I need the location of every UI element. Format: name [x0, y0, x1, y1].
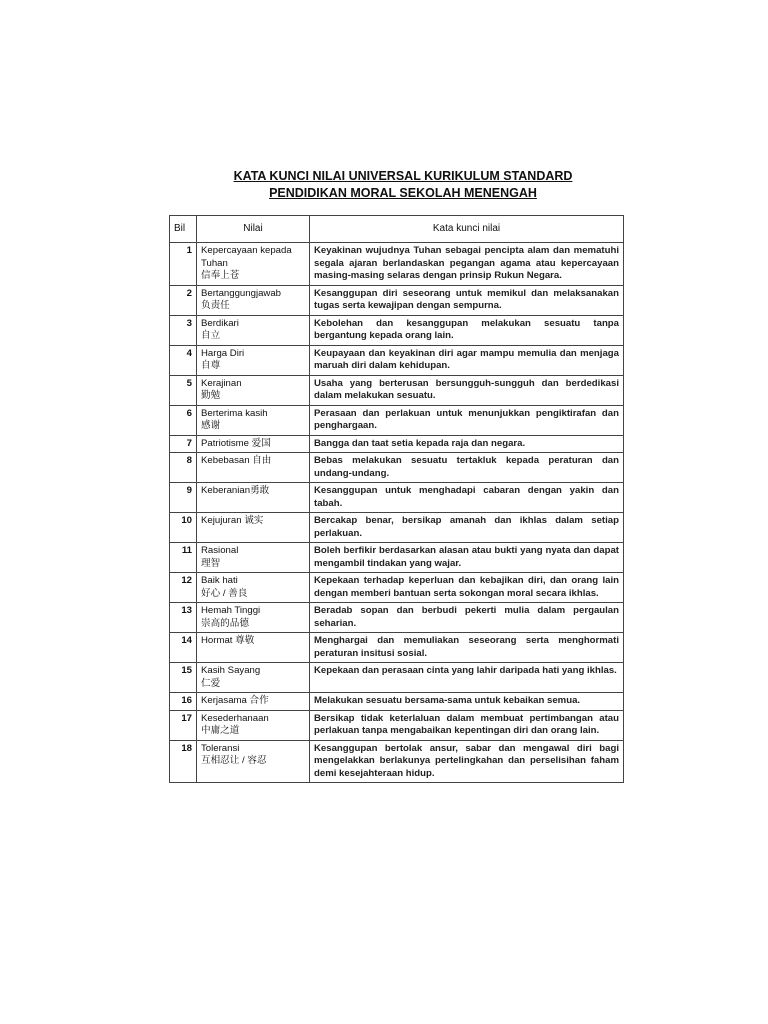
table-row [170, 315, 624, 345]
document-title [170, 168, 636, 202]
value-name-cell [197, 573, 310, 603]
value-name-chinese: 自立 [201, 330, 221, 341]
row-number: 17 [170, 710, 197, 740]
row-number: 16 [170, 693, 197, 711]
value-name-chinese: 崇高的品德 [201, 617, 249, 629]
row-number: 11 [170, 543, 197, 573]
table-row [170, 483, 624, 513]
table-row [170, 633, 624, 663]
value-name: Hormat 尊敬 [201, 635, 255, 646]
row-number: 13 [170, 603, 197, 633]
table-row [170, 693, 624, 711]
value-name-cell [197, 543, 310, 573]
row-number: 6 [170, 405, 197, 435]
table-row [170, 663, 624, 693]
table-body [170, 243, 624, 783]
value-name: Kebebasan 自由 [201, 455, 272, 466]
row-number: 2 [170, 285, 197, 315]
value-name: Kepercayaan kepada Tuhan [201, 245, 292, 269]
table-row [170, 573, 624, 603]
value-name: Bertanggungjawab [201, 287, 282, 299]
row-number: 14 [170, 633, 197, 663]
table-header-row [170, 216, 624, 243]
table-row [170, 243, 624, 286]
row-number: 8 [170, 453, 197, 483]
table-row [170, 345, 624, 375]
row-number: 18 [170, 740, 197, 783]
keyword-description: Kesanggupan diri seseorang untuk memikul dan melaksanakan tugas serta kewajipan dengan sempurna. [310, 285, 624, 315]
keyword-description: Kepekaan dan perasaan cinta yang lahir daripada hati yang ikhlas. [310, 663, 624, 693]
table-row [170, 453, 624, 483]
value-name: Kerjasama 合作 [201, 695, 269, 706]
value-name-cell [197, 285, 310, 315]
row-number: 10 [170, 513, 197, 543]
row-number: 15 [170, 663, 197, 693]
row-number: 9 [170, 483, 197, 513]
row-number: 5 [170, 375, 197, 405]
value-name-cell [197, 603, 310, 633]
value-name-chinese: 自尊 [201, 360, 221, 371]
value-name-chinese: 负责任 [201, 300, 230, 311]
value-name: Hemah Tinggi [201, 605, 261, 616]
value-name-cell [197, 633, 310, 663]
title-line-1: KATA KUNCI NILAI UNIVERSAL KURIKULUM STANDARD [233, 169, 573, 183]
value-name-chinese: 信奉上苍 [201, 270, 240, 281]
value-name: Rasional [201, 545, 239, 556]
value-name: Kerajinan [201, 377, 242, 389]
row-number: 7 [170, 435, 197, 453]
value-name: Baik hati [201, 575, 238, 586]
value-name-cell [197, 405, 310, 435]
value-name-cell [197, 243, 310, 286]
value-name: Kejujuran 诚实 [201, 515, 264, 526]
value-name-cell [197, 663, 310, 693]
keyword-description: Bangga dan taat setia kepada raja dan negara. [310, 435, 624, 453]
value-name-chinese: 感谢 [201, 420, 221, 431]
table-row [170, 375, 624, 405]
value-name-cell [197, 710, 310, 740]
value-name: Kesederhanaan [201, 712, 269, 724]
value-name: Toleransi [201, 742, 240, 754]
value-name-chinese: 好心 / 善良 [201, 587, 248, 599]
table-row [170, 435, 624, 453]
keyword-description: Bebas melakukan sesuatu tertakluk kepada peraturan dan undang-undang. [310, 453, 624, 483]
value-name-cell [197, 693, 310, 711]
keyword-description: Perasaan dan perlakuan untuk menunjukkan pengiktirafan dan penghargaan. [310, 405, 624, 435]
value-name-cell [197, 345, 310, 375]
keyword-description: Melakukan sesuatu bersama-sama untuk kebaikan semua. [310, 693, 624, 711]
row-number: 12 [170, 573, 197, 603]
value-name-cell [197, 483, 310, 513]
keyword-description: Kebolehan dan kesanggupan melakukan sesuatu tanpa bergantung kepada orang lain. [310, 315, 624, 345]
value-name-chinese: 勤勉 [201, 390, 221, 401]
value-name: Berdikari [201, 317, 239, 329]
table-row [170, 710, 624, 740]
value-name-chinese: 中庸之道 [201, 725, 240, 736]
title-line-2: PENDIDIKAN MORAL SEKOLAH MENENGAH [269, 186, 537, 200]
header-kata-kunci: Kata kunci nilai [310, 216, 624, 243]
value-name-cell [197, 740, 310, 783]
row-number: 4 [170, 345, 197, 375]
keyword-description: Kesanggupan untuk menghadapi cabaran dengan yakin dan tabah. [310, 483, 624, 513]
value-name: Harga Diri [201, 347, 245, 359]
value-name: Patriotisme 爱国 [201, 437, 271, 449]
row-number: 3 [170, 315, 197, 345]
keyword-description: Kepekaan terhadap keperluan dan kebajikan diri, dan orang lain dengan memberi bantuan serta sokongan moral secara ikhlas. [310, 573, 624, 603]
keyword-description: Boleh berfikir berdasarkan alasan atau bukti yang nyata dan dapat mengambil tindakan yang wajar. [310, 543, 624, 573]
header-bil: Bil [170, 216, 197, 243]
keyword-description: Bercakap benar, bersikap amanah dan ikhlas dalam setiap perlakuan. [310, 513, 624, 543]
value-name-cell [197, 315, 310, 345]
table-row [170, 513, 624, 543]
value-name-cell [197, 435, 310, 453]
keyword-description: Kesanggupan bertolak ansur, sabar dan mengawal diri bagi mengelakkan berlakunya pertelingkahan dan perselisihan faham demi kesejahteraan hidup. [310, 740, 624, 783]
keyword-description: Beradab sopan dan berbudi pekerti mulia dalam pergaulan seharian. [310, 603, 624, 633]
header-nilai: Nilai [197, 216, 310, 243]
table-row [170, 405, 624, 435]
value-name-chinese: 仁爱 [201, 677, 221, 689]
row-number: 1 [170, 243, 197, 286]
table-row [170, 603, 624, 633]
value-name: Keberanian勇敢 [201, 485, 270, 496]
value-name-cell [197, 513, 310, 543]
keyword-description: Menghargai dan memuliakan seseorang serta menghormati peraturan insitusi sosial. [310, 633, 624, 663]
table-row [170, 543, 624, 573]
keyword-description: Keupayaan dan keyakinan diri agar mampu memulia dan menjaga maruah diri dalam kehidupan. [310, 345, 624, 375]
keyword-description: Bersikap tidak keterlaluan dalam membuat pertimbangan atau perlakuan tanpa mengabaikan kepentingan diri dan orang lain. [310, 710, 624, 740]
table-row [170, 285, 624, 315]
table-row [170, 740, 624, 783]
values-table [169, 215, 624, 783]
value-name: Berterima kasih [201, 407, 268, 419]
keyword-description: Usaha yang berterusan bersungguh-sungguh dan berdedikasi dalam melakukan sesuatu. [310, 375, 624, 405]
keyword-description: Keyakinan wujudnya Tuhan sebagai pencipta alam dan mematuhi segala ajaran berlandaskan pegangan agama atau kepercayaan masing-masing selaras dengan prinsip Rukun Negara. [310, 243, 624, 286]
value-name-chinese: 理智 [201, 557, 221, 569]
value-name: Kasih Sayang [201, 665, 261, 676]
value-name-cell [197, 453, 310, 483]
value-name-chinese: 互相忍让 / 容忍 [201, 755, 267, 766]
value-name-cell [197, 375, 310, 405]
